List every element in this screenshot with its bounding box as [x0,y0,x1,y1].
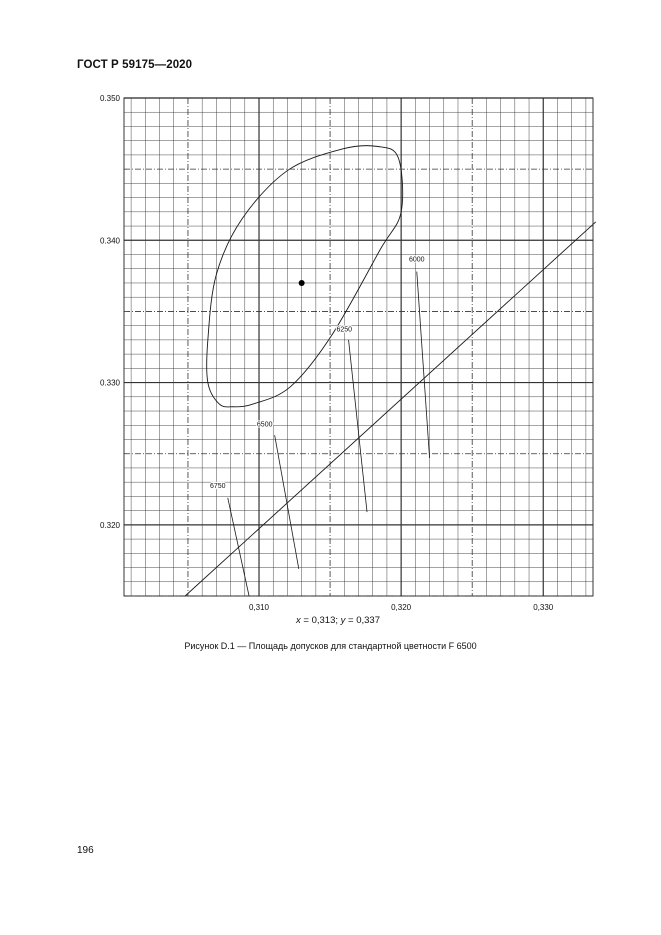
annotation-x-value: = 0,313; [300,615,341,626]
chart-grid [124,98,593,596]
annotation-y-value: = 0,337 [345,615,380,626]
chart-labels [100,94,554,612]
iso-temperature-line [275,435,299,569]
annotation-y-symbol: y [340,615,346,626]
x-tick-label: 0,310 [248,603,270,612]
planckian-locus-line [185,222,596,596]
iso-temperature-label: 6000 [408,256,425,264]
annotation-x-symbol: x [296,615,301,626]
tolerance-ellipse [207,146,403,407]
x-tick-label: 0,330 [533,603,554,612]
iso-temperature-label: 6250 [336,326,353,334]
x-tick-label: 0,320 [391,603,412,612]
iso-temperature-line [349,340,367,512]
y-tick-label: 0.320 [99,520,120,530]
iso-temperature-label: 6750 [210,482,226,490]
document-header: ГОСТ Р 59175—2020 [77,59,193,71]
iso-temperature-label: 6500 [256,421,273,429]
y-tick-label: 0.330 [99,378,120,388]
figure-caption: Рисунок D.1 — Площадь допусков для стандартной цветности F 6500 [184,641,477,651]
y-tick-label: 0.340 [99,236,120,246]
iso-temperature-line [417,272,430,458]
y-tick-label: 0.350 [99,94,120,103]
chart-curves [185,146,596,596]
chart-annotation [295,615,380,626]
center-point [299,280,305,286]
page-number: 196 [77,845,94,856]
iso-temperature-line [228,498,249,596]
